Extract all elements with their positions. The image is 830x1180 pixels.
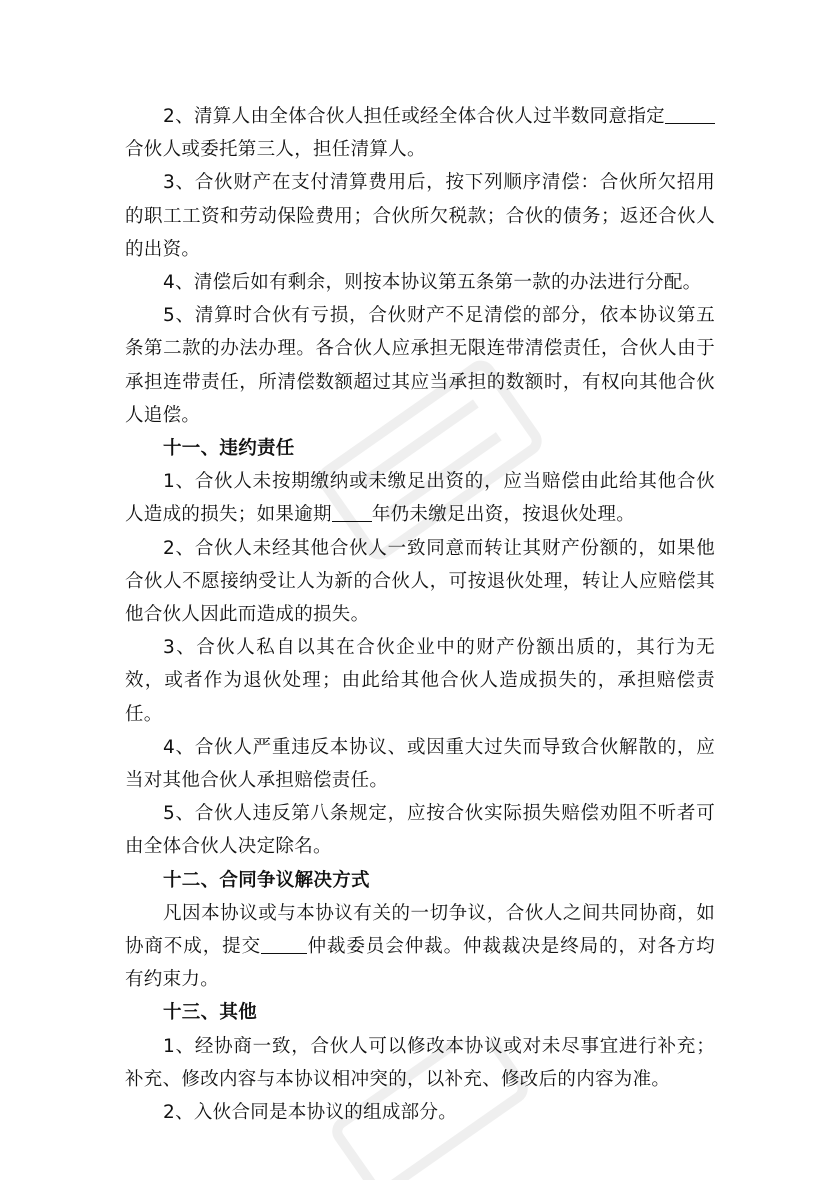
clause11-item1: 1、合伙人未按期缴纳或未缴足出资的，应当赔偿由此给其他合伙人造成的损失；如果逾期 年仍未缴足出资，按退伙处理。	[125, 471, 715, 526]
blank-line	[332, 501, 372, 522]
clause11-title: 十一、违约责任	[163, 438, 295, 460]
clause11-item3: 3、合伙人私自以其在合伙企业中的财产份额出质的，其行为无效，或者作为退伙处理；由此给其他合伙人造成损失的，承担赔偿责任。	[125, 637, 715, 725]
clause11-item2: 2、合伙人未经其他合伙人一致同意而转让其财产份额的，如果他合伙人不愿接纳受让人为新的合伙人，可按退伙处理，转让人应赔偿其他合伙人因此而造成的损失。	[125, 537, 715, 626]
blank-line	[665, 103, 715, 124]
clause13-item2: 2、入伙合同是本协议的组成部分。	[163, 1102, 458, 1124]
clause10-item2: 2、清算人由全体合伙人担任或经全体合伙人过半数同意指定合伙人或委托第三人，担任清算人。	[125, 100, 715, 166]
clause10-item5: 5、清算时合伙有亏损，合伙财产不足清偿的部分，依本协议第五条第二款的办法办理。各合伙人应承担无限连带清偿责任，合伙人由于承担连带责任，所清偿数额超过其应当承担的数额时，有权向其他合伙人追偿。	[125, 305, 715, 426]
clause11-item4: 4、合伙人严重违反本协议、或因重大过失而导致合伙解散的，应当对其他合伙人承担赔偿责任。	[125, 736, 715, 792]
clause11-item5: 5、合伙人违反第八条规定，应按合伙实际损失赔偿劝阻不听者可由全体合伙人决定除名。	[125, 803, 715, 858]
blank-line	[261, 933, 307, 954]
document-body	[125, 100, 715, 1129]
clause13-item1: 1、经协商一致，合伙人可以修改本协议或对未尽事宜进行补充；补充、修改内容与本协议相冲突的，以补充、修改后的内容为准。	[125, 1035, 715, 1090]
clause12-title: 十二、合同争议解决方式	[163, 869, 370, 891]
clause10-item3: 3、合伙财产在支付清算费用后，按下列顺序清偿：合伙所欠招用的职工工资和劳动保险费用；合伙所欠税款；合伙的债务；返还合伙人的出资。	[125, 172, 715, 260]
clause13-title: 十三、其他	[163, 1002, 258, 1024]
clause10-item4: 4、清偿后如有剩余，则按本协议第五条第一款的办法进行分配。	[163, 272, 702, 294]
clause12-body: 凡因本协议或与本协议有关的一切争议，合伙人之间共同协商，如协商不成，提交 仲裁委员会仲裁。仲裁裁决是终局的，对各方均有约束力。	[125, 902, 715, 991]
